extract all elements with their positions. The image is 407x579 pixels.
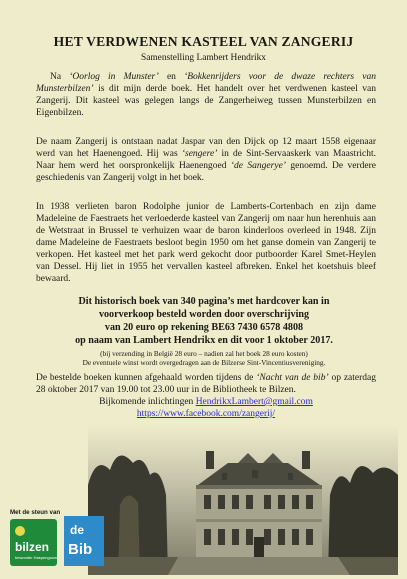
history-text-a: De naam Zangerij is ontstaan nadat Jaspar van den Dijck op 12 maart 1558 eigenaar werd van het Haenengoed. Hij was: [36, 137, 376, 159]
intro-text-c: en: [158, 72, 185, 82]
email-link[interactable]: HendrikxLambert@gmail.com: [195, 397, 313, 407]
sponsor-label: Met de steun van: [10, 509, 61, 516]
shipping-note: (bij verzending in België 28 euro – nadien zal het boek 28 euro kosten): [100, 349, 308, 358]
castle-photo: [88, 425, 398, 575]
pickup-text-c: op zaterdag 28 oktober 2017 van 19.00 tot 23.00 uur in de Bibliotheek te Bilzen.: [36, 373, 376, 395]
history-text-c: in de Sint-Servaaskerk van Maastricht. Naar hem werd het oorspronkelijk Haenengoed: [36, 149, 376, 171]
offer-line-2: voorverkoop besteld worden door overschrijving: [98, 309, 310, 320]
paragraph-demolition: In 1938 verlieten baron Rodolphe junior de Lamberts-Cortenbach en zijn dame Madeleine de Faestraets het verloederde kasteel van Zangerij om naar hun herenhuis aan de Wetstraat in Brussel te verhuizen waar de baron kinderloos overleed in 1948. Zijn dame Madeleine de Faestraets besloot begin 1950 om het ganse domein van Zangerij te verkopen. Het kasteel met het park werd gekocht door putboorder Karel Smet-Heylen van Dessel. Hij liet in 1955 het vervallen kasteel afbreken. Enkel het koetshuis bleef bewaard.: [36, 202, 376, 284]
page-title: HET VERDWENEN KASTEEL VAN ZANGERIJ: [53, 34, 354, 49]
paragraph-intro: [36, 71, 376, 119]
facebook-line: [36, 409, 376, 419]
book-title-oorlog: ‘Oorlog in Munster’: [69, 72, 159, 82]
preorder-offer: [30, 295, 378, 347]
bib-logo: [64, 516, 104, 566]
offer-line-4: op naam van Lambert Hendrikx en dit voor 1 oktober 2017.: [75, 335, 333, 346]
book-title-bokkenrijders: ‘Bokkenrijders voor de dwaze rechters van Munsterbilzen’: [36, 72, 377, 94]
pickup-text-a: De bestelde boeken kunnen afgehaald worden tijdens de: [36, 373, 257, 383]
charity-note: De eventuele winst wordt overgedragen aan de Bilzerse Sint-Vincentiusvereniging.: [82, 358, 326, 367]
bilzen-logo: [10, 519, 57, 566]
bib-logo-bib: Bib: [68, 541, 93, 558]
offer-line-3: van 20 euro op rekening BE63 7430 6578 4808: [104, 322, 304, 333]
term-sengere: ‘sengere’: [181, 149, 218, 159]
paragraph-pickup: [36, 372, 376, 396]
offer-line-1: Dit historisch boek van 340 pagina’s met hardcover kan in: [78, 296, 330, 307]
bilzen-tagline: bewonder Haspengouw: [15, 555, 57, 560]
intro-text-a: Na: [50, 72, 70, 82]
paragraph-history: [36, 136, 376, 184]
intro-text-e: is dit mijn derde boek. Het handelt over het verdwenen kasteel van Zangerij. Dit kasteel was gelegen langs de Zangerheiweg tussen Munsterbilzen en Eigenbilzen.: [36, 84, 376, 118]
history-text-e: genoemd. De verdere geschiedenis van Zangerij volgt in het boek.: [36, 161, 376, 183]
contact-label: Bijkomende inlichtingen: [99, 397, 196, 407]
bib-logo-de: de: [70, 523, 85, 537]
event-name: ‘Nacht van de bib’: [256, 373, 329, 383]
term-sangerye: ‘de Sangerye’: [230, 161, 286, 171]
facebook-link[interactable]: https://www.facebook.com/zangerij/: [136, 409, 276, 419]
bilzen-name: bilzen: [15, 540, 50, 554]
page-subtitle: Samenstelling Lambert Hendrikx: [141, 53, 266, 63]
contact-info: [36, 396, 376, 408]
